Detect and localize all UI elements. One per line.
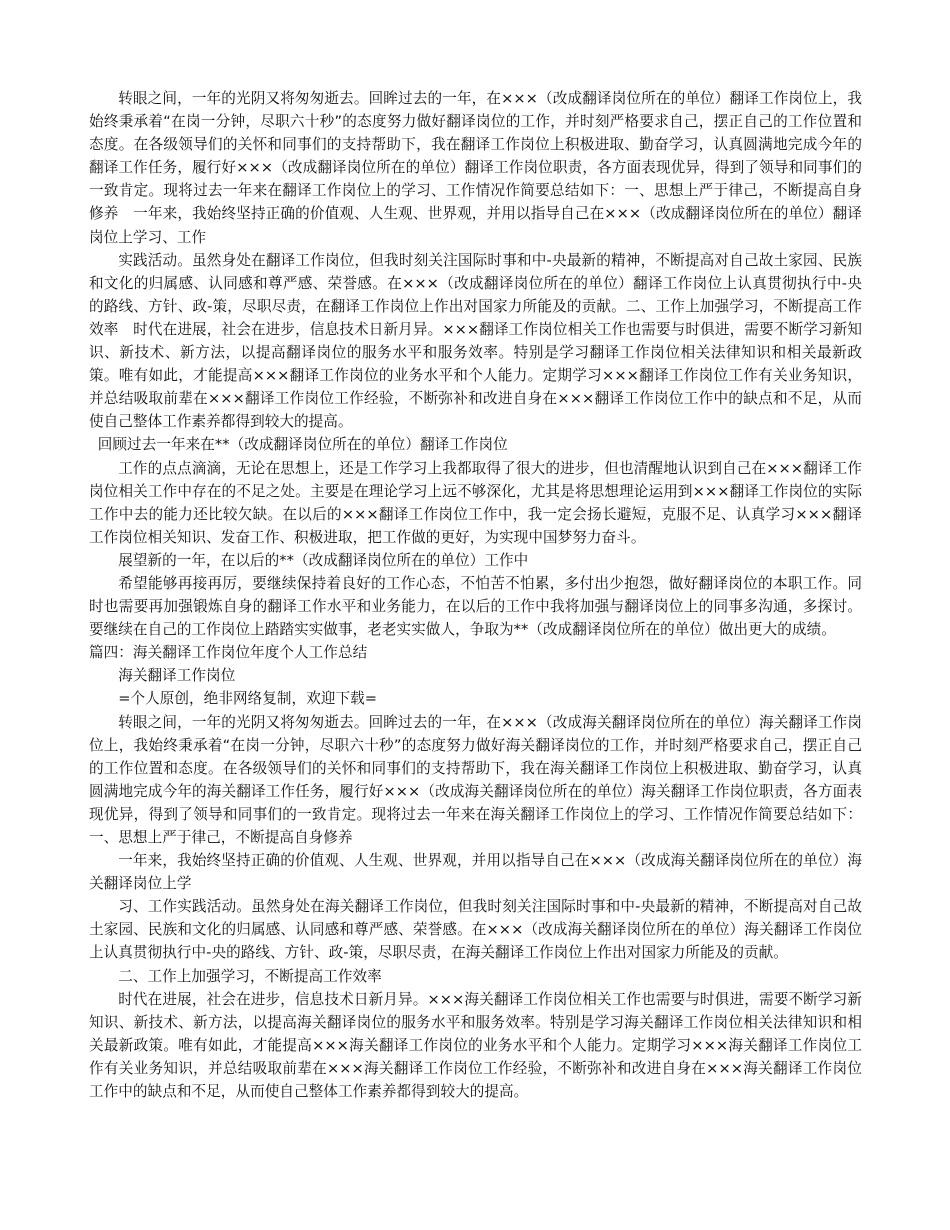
paragraph-4: 工作的点点滴滴，无论在思想上，还是工作学习上我都取得了很大的进步，但也清醒地认识到自己在×××翻译工作岗位相关工作中存在的不足之处。主要是在理论学习上远不够深化，尤其是将思想理论运用到×××翻译工作岗位的实际工作中去的能力还比较欠缺。在以后的×××翻译工作岗位工作中，我一定会扬长避短，克服不足、认真学习×××翻译工作岗位相关知识、发奋工作、积极进取，把工作做的更好，为实现中国梦努力奋斗。 [89,459,862,546]
section-heading: 篇四：海关翻译工作岗位年度个人工作总结 [89,644,368,662]
paragraph-6: 希望能够再接再厉，要继续保持着良好的工作心态，不怕苦不怕累，多付出少抱怨，做好翻译岗位的本职工作。同时也需要再加强锻炼自身的翻译工作水平和业务能力，在以后的工作中我将加强与翻译岗位上的同事多沟通，多探讨。要继续在自己的工作岗位上踏踏实实做事，老老实实做人，争取为**（改成翻译岗位所在的单位）做出更大的成绩。 [89,574,862,639]
paragraph-3: 回顾过去一年来在**（改成翻译岗位所在的单位）翻译工作岗位 [97,436,508,454]
document-body [89,87,862,1103]
subheading-work-study: 二、工作上加强学习，不断提高工作效率 [118,967,382,985]
paragraph-5: 展望新的一年，在以后的**（改成翻译岗位所在的单位）工作中 [118,551,529,569]
paragraph-14: 时代在进展，社会在进步，信息技术日新月异。×××海关翻译工作岗位相关工作也需要与时俱进，需要不断学习新知识、新技术、新方法，以提高海关翻译岗位的服务水平和服务效率。特别是学习海关翻译工作岗位相关法律知识和相关最新政策。唯有如此，才能提高×××海关翻译工作岗位的业务水平和个人能力。定期学习×××海关翻译工作岗位工作有关业务知识，并总结吸取前辈在×××海关翻译工作岗位工作经验，不断弥补和改进自身在×××海关翻译工作岗位工作中的缺点和不足，从而使自己整体工作素养都得到较大的提高。 [89,990,862,1101]
paragraph-12: 习、工作实践活动。虽然身处在海关翻译工作岗位，但我时刻关注国际时事和中-央最新的精神，不断提高对自己故土家园、民族和文化的归属感、认同感和尊严感、荣誉感。在×××（改成海关翻译岗位所在的单位）海关翻译工作岗位上认真贯彻执行中-央的路线、方针、政-策，尽职尽责，在海关翻译工作岗位上作出对国家力所能及的贡献。 [89,898,862,962]
paragraph-1: 转眼之间，一年的光阴又将匆匆逝去。回眸过去的一年，在×××（改成翻译岗位所在的单位）翻译工作岗位上，我始终秉承着“在岗一分钟，尽职六十秒”的态度努力做好翻译岗位的工作，并时刻严格要求自己，摆正自己的工作位置和态度。在各级领导们的关怀和同事们的支持帮助下，我在翻译工作岗位上积极进取、勤奋学习，认真圆满地完成今年的翻译工作任务，履行好×××（改成翻译岗位所在的单位）翻译工作岗位职责，各方面表现优异，得到了领导和同事们的一致肯定。现将过去一年来在翻译工作岗位上的学习、工作情况作简要总结如下：一、思想上严于律己，不断提高自身修养 一年来，我始终坚持正确的价值观、人生观、世界观，并用以指导自己在×××（改成翻译岗位所在的单位）翻译岗位上学习、工作 [89,90,862,246]
paragraph-11: 一年来，我始终坚持正确的价值观、人生观、世界观，并用以指导自己在×××（改成海关翻译岗位所在的单位）海关翻译岗位上学 [89,852,862,893]
paragraph-2: 实践活动。虽然身处在翻译工作岗位，但我时刻关注国际时事和中-央最新的精神，不断提高对自己故土家园、民族和文化的归属感、认同感和尊严感、荣誉感。在×××（改成翻译岗位所在的单位）翻译工作岗位上认真贯彻执行中-央的路线、方针、政-策，尽职尽责，在翻译工作岗位上作出对国家力所能及的贡献。二、工作上加强学习，不断提高工作效率 时代在进展，社会在进步，信息技术日新月异。×××翻译工作岗位相关工作也需要与时俱进，需要不断学习新知识、新技术、新方法，以提高翻译岗位的服务水平和服务效率。特别是学习翻译工作岗位相关法律知识和相关最新政策。唯有如此，才能提高×××翻译工作岗位的业务水平和个人能力。定期学习×××翻译工作岗位工作有关业务知识，并总结吸取前辈在×××翻译工作岗位工作经验，不断弥补和改进自身在×××翻译工作岗位工作中的缺点和不足，从而使自己整体工作素养都得到较大的提高。 [89,251,862,431]
original-notice: =个人原创，绝非网络复制，欢迎下载= [118,690,378,708]
paragraph-10: 转眼之间，一年的光阴又将匆匆逝去。回眸过去的一年，在×××（改成海关翻译岗位所在的单位）海关翻译工作岗位上，我始终秉承着“在岗一分钟，尽职六十秒”的态度努力做好海关翻译岗位的工作，并时刻严格要求自己，摆正自己的工作位置和态度。在各级领导们的关怀和同事们的支持帮助下，我在海关翻译工作岗位上积极进取、勤奋学习，认真圆满地完成今年的海关翻译工作任务，履行好×××（改成海关翻译岗位所在的单位）海关翻译工作岗位职责，各方面表现优异，得到了领导和同事们的一致肯定。现将过去一年来在海关翻译工作岗位上的学习、工作情况作简要总结如下：一、思想上严于律己，不断提高自身修养 [89,713,862,846]
section-subtitle: 海关翻译工作岗位 [118,667,236,685]
